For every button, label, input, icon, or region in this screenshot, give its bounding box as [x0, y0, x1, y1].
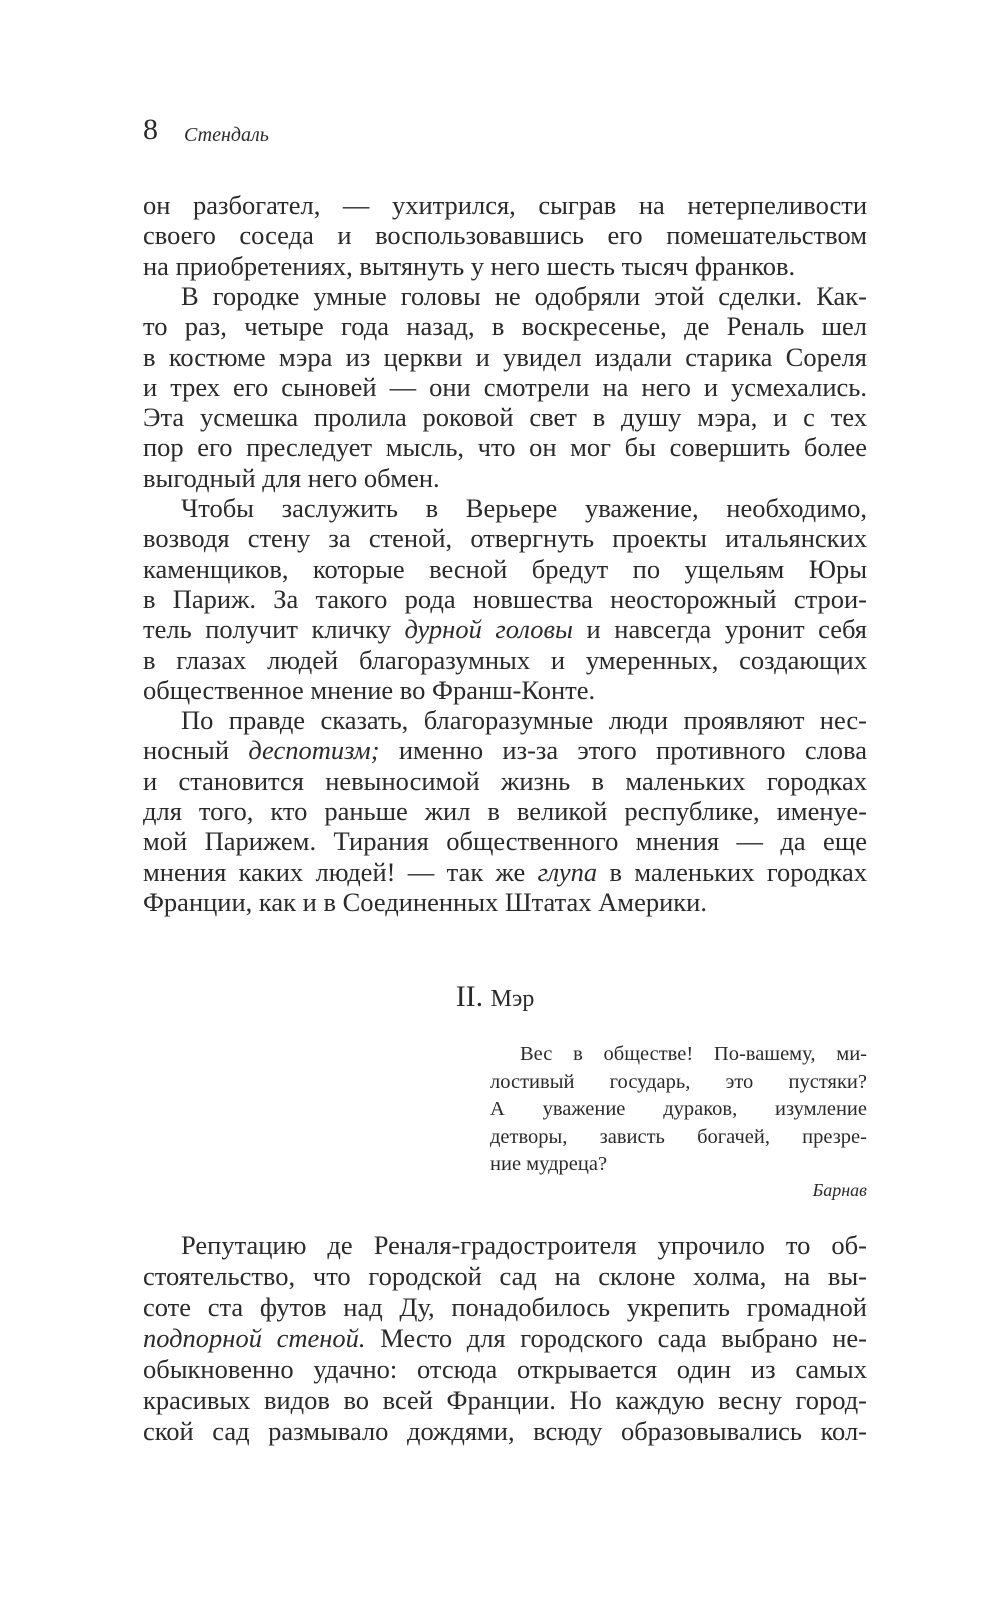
text-line	[143, 1230, 867, 1261]
text-line	[490, 1071, 867, 1094]
text-line	[490, 1098, 867, 1121]
italic-text: деспотизм;	[248, 735, 380, 766]
text-line	[490, 1153, 867, 1176]
text-line	[143, 1354, 867, 1385]
text-segment: выгодный для него обмен.	[143, 462, 440, 493]
text-line	[143, 463, 867, 494]
text-line	[143, 645, 867, 676]
text-line	[143, 493, 867, 524]
text-line	[143, 432, 867, 463]
text-segment: красивых видов во всей Франции. Но каждую весну город-	[143, 1385, 867, 1415]
text-line	[143, 342, 867, 373]
chapter-numeral: II.	[455, 980, 484, 1013]
text-line	[143, 281, 867, 312]
text-segment: Эта усмешка пролила роковой свет в душу мэра, и с тех	[143, 402, 867, 433]
text-line	[143, 826, 867, 857]
text-segment: пор его преследует мысль, что он мог бы совершить более	[143, 432, 867, 463]
text-segment: то раз, четыре года назад, в воскресенье, де Реналь шел	[143, 311, 867, 342]
text-line	[143, 402, 867, 433]
text-line	[143, 311, 867, 342]
text-segment: в маленьких городках	[597, 856, 867, 887]
text-line	[143, 1261, 867, 1292]
text-segment: обыкновенно удачно: отсюда открывается один из самых	[143, 1354, 867, 1384]
italic-text: подпорной стеной.	[143, 1323, 366, 1353]
epigraph-attribution: Барнав	[812, 1180, 867, 1200]
text-segment: своего соседа и воспользовавшись его помешательством	[143, 220, 867, 251]
text-segment: в костюме мэра из церкви и увидел издали старика Сореля	[143, 341, 867, 372]
text-line	[143, 251, 867, 282]
text-line	[143, 584, 867, 615]
text-segment: носный	[143, 735, 249, 766]
text-segment: Чтобы заслужить в Верьере уважение, необходимо,	[181, 493, 867, 523]
text-segment: соте ста футов над Ду, понадобилось укрепить громадной	[143, 1292, 867, 1322]
text-line	[143, 675, 867, 706]
text-line	[143, 554, 867, 585]
text-segment: в Париж. За такого рода новшества неосторожный строи-	[143, 583, 867, 614]
text-line	[490, 1126, 867, 1149]
text-segment: каменщиков, которые весной бредут по ущельям Юры	[143, 553, 867, 584]
text-line	[143, 523, 867, 554]
text-segment: на приобретениях, вытянуть у него шесть тысяч франков.	[143, 250, 796, 281]
text-line	[143, 614, 867, 645]
text-segment: А уважение дураков, изумление	[490, 1098, 867, 1121]
chapter-heading	[0, 980, 990, 1014]
text-line	[143, 705, 867, 736]
italic-text: глупа	[537, 856, 598, 887]
text-segment: Репутацию де Реналя-градостроителя упрочило то об-	[181, 1230, 867, 1260]
text-segment: детворы, зависть богачей, презре-	[490, 1125, 867, 1148]
text-segment: Место для городского сада выбрано не-	[365, 1323, 868, 1353]
italic-text: дурной головы	[404, 614, 573, 645]
text-line	[143, 220, 867, 251]
text-segment: мнения каких людей! — так же	[143, 856, 538, 887]
text-segment: именно из-за этого противного слова	[379, 735, 867, 766]
text-segment: По правде сказать, благоразумные люди проявляют нес-	[181, 705, 867, 736]
text-line	[143, 372, 867, 403]
text-segment: тель получит кличку	[143, 614, 405, 645]
page-number: 8	[143, 113, 158, 146]
text-segment: и навсегда уронит себя	[572, 614, 867, 645]
text-line	[143, 735, 867, 766]
text-line	[143, 857, 867, 888]
text-segment: и становится невыносимой жизнь в маленьких городках	[143, 765, 867, 796]
text-segment: в глазах людей благоразумных и умеренных, создающих	[143, 644, 867, 675]
text-segment: В городке умные головы не одобряли этой сделки. Как-	[181, 280, 867, 311]
text-line	[143, 1323, 867, 1354]
text-line	[143, 766, 867, 797]
text-segment: для того, кто раньше жил в великой республике, именуе-	[143, 796, 867, 826]
text-segment: Франции, как и в Соединенных Штатах Америки.	[143, 886, 707, 917]
running-title: Стендаль	[184, 124, 269, 146]
text-line	[143, 190, 867, 221]
text-segment: Вес в обществе! По-вашему, ми-	[520, 1043, 867, 1065]
text-line	[143, 796, 867, 827]
text-segment: лостивый государь, это пустяки?	[490, 1070, 867, 1093]
text-segment: ской сад размывало дождями, всюду образовывались кол-	[143, 1416, 867, 1446]
text-segment: мой Парижем. Тирания общественного мнения — да еще	[143, 826, 867, 857]
text-segment: стоятельство, что городской сад на склоне холма, на вы-	[143, 1261, 867, 1291]
text-line	[143, 1416, 867, 1447]
text-line	[143, 1292, 867, 1323]
text-line	[143, 887, 867, 918]
text-segment: ние мудреца?	[490, 1153, 608, 1176]
text-segment: и трех его сыновей — они смотрели на него и усмехались.	[143, 371, 867, 402]
chapter-title: Мэр	[490, 986, 535, 1012]
text-line	[490, 1043, 867, 1066]
text-segment: общественное мнение во Франш-Конте.	[143, 674, 596, 705]
text-segment: он разбогател, — ухитрился, сыграв на нетерпеливости	[143, 190, 867, 220]
text-segment: возводя стену за стеной, отвергнуть проекты итальянских	[143, 523, 867, 554]
text-line	[143, 1385, 867, 1416]
